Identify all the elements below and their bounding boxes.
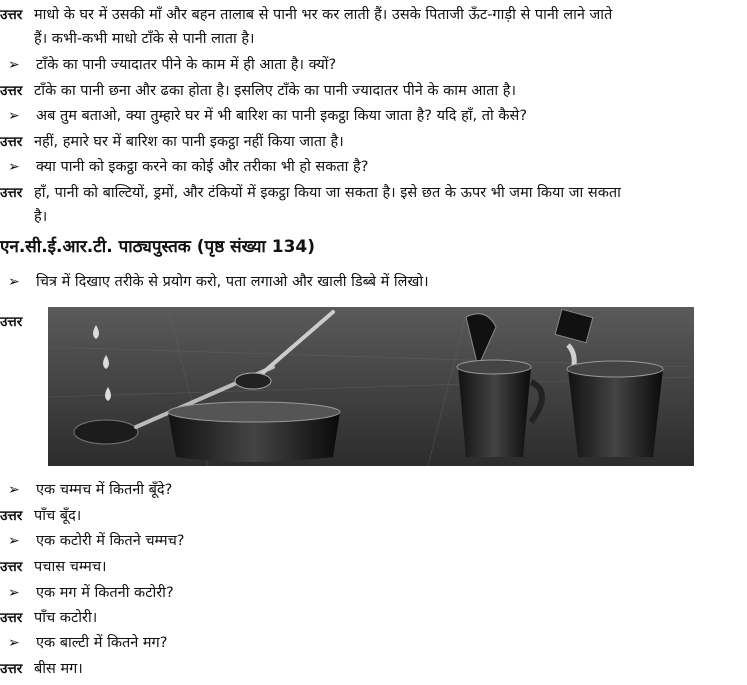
answer-label: उत्तर (0, 134, 23, 150)
answer-text: टाँके का पानी छना और ढका होता है। इसलिए टाँके का पानी ज्यादातर पीने के काम आता है। (34, 83, 516, 99)
answer-line (0, 506, 81, 526)
answer-continuation (0, 29, 255, 49)
question-text: टाँके का पानी ज्यादातर पीने के काम में ही आता है। क्यों? (36, 57, 337, 73)
answer-line (0, 132, 344, 152)
question-line (0, 157, 368, 177)
answer-text: पचास चम्मच। (34, 559, 107, 575)
answer-text: पाँच कटोरी। (34, 610, 98, 626)
answer-label: उत्तर (0, 610, 23, 626)
answer-label: उत्तर (0, 661, 23, 677)
arrow-bullet-icon: ➢ (8, 482, 20, 498)
arrow-bullet-icon: ➢ (8, 533, 20, 549)
answer-label: उत्तर (0, 7, 23, 23)
answer-label: उत्तर (0, 508, 23, 524)
answer-line (0, 659, 83, 679)
arrow-bullet-icon: ➢ (8, 57, 20, 73)
answer-line (0, 183, 621, 203)
answer-label: उत्तर (0, 185, 23, 201)
answer-line (0, 557, 107, 577)
answer-line (0, 608, 97, 628)
question-text: एक मग में कितनी कटोरी? (36, 585, 174, 601)
answer-label: उत्तर (0, 559, 23, 575)
question-line (0, 531, 184, 551)
question-text: एक बाल्टी में कितने मग? (36, 635, 168, 651)
arrow-bullet-icon: ➢ (8, 635, 20, 651)
arrow-bullet-icon: ➢ (8, 108, 20, 124)
answer-label: उत्तर (0, 314, 23, 330)
answer-continuation (0, 207, 47, 227)
arrow-bullet-icon: ➢ (8, 585, 20, 601)
bowl-icon (168, 402, 340, 462)
question-text: क्या पानी को इकट्ठा करने का कोई और तरीका भी हो सकता है? (36, 159, 369, 175)
answer-text: हैं। कभी-कभी माधो टाँके से पानी लाता है। (34, 31, 255, 47)
question-line (0, 480, 172, 500)
spoon-bowl-mug-bucket-illustration (48, 307, 694, 466)
question-text: एक कटोरी में कितने चम्मच? (36, 533, 185, 549)
answer-text: हाँ, पानी को बाल्टियों, ड्रमों, और टंकियों में इकट्ठा किया जा सकता है। इसे छत के ऊपर भी जमा किया जा सकता (34, 185, 621, 201)
arrow-bullet-icon: ➢ (8, 274, 20, 290)
answer-line (0, 81, 516, 101)
answer-label: उत्तर (0, 83, 23, 99)
answer-text: नहीं, हमारे घर में बारिश का पानी इकट्ठा नहीं किया जाता है। (34, 134, 344, 150)
answer-text: माधो के घर में उसकी माँ और बहन तालाब से पानी भर कर लाती हैं। उसके पिताजी ऊँट-गाड़ी से पानी लाने जाते (34, 7, 613, 23)
section-heading: एन.सी.ई.आर.टी. पाठ्यपुस्तक (पृष्ठ संख्या 134) (0, 237, 316, 257)
task-line (0, 272, 429, 292)
question-line (0, 583, 174, 603)
answer-line (0, 5, 612, 25)
question-line (0, 106, 527, 126)
answer-text: बीस मग। (34, 661, 83, 677)
task-text: चित्र में दिखाए तरीके से प्रयोग करो, पता लगाओ और खाली डिब्बे में लिखो। (36, 274, 429, 290)
question-text: अब तुम बताओ, क्या तुम्हारे घर में भी बारिश का पानी इकट्ठा किया जाता है? यदि हाँ, तो कैसे? (36, 108, 528, 124)
question-line (0, 55, 336, 75)
arrow-bullet-icon: ➢ (8, 159, 20, 175)
answer-text: है। (34, 209, 48, 225)
question-text: एक चम्मच में कितनी बूँदे? (36, 482, 173, 498)
answer-text: पाँच बूँद। (34, 508, 82, 524)
question-line (0, 633, 167, 653)
answer-line (0, 312, 34, 332)
